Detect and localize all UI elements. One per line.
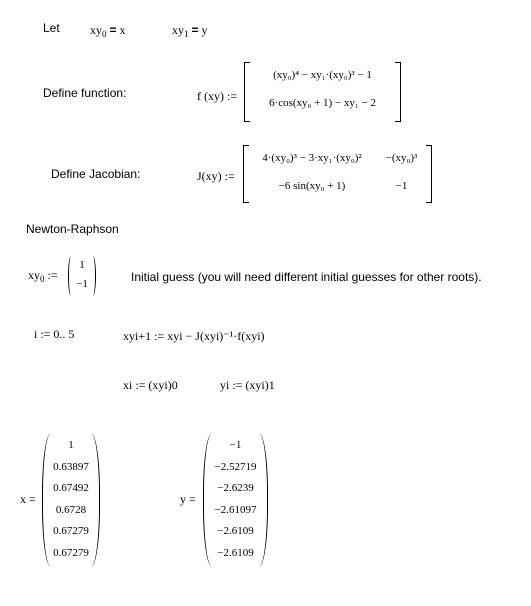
- xy0-value: x: [119, 23, 126, 37]
- equals-sign: =: [191, 23, 199, 37]
- iteration-formula: xyi+1 := xyi − J(xyi)⁻¹·f(xyi): [123, 329, 265, 343]
- jacobian-r1c1: 4·(xy₀)³ − 3·xy₁·(xy₀)²: [262, 152, 362, 164]
- y-result-value: −2.6109: [217, 546, 254, 559]
- x-result-value: 0.6728: [55, 503, 87, 516]
- x-result-value: 0.63897: [53, 460, 89, 473]
- jacobian-lhs: J(xy) :=: [197, 169, 235, 183]
- jacobian-r2c2: −1: [395, 180, 408, 192]
- y-result-value: −2.52719: [214, 460, 257, 473]
- let-label: Let: [43, 21, 60, 35]
- jacobian-matrix: [243, 145, 432, 203]
- xy0-definition: [90, 23, 126, 38]
- x-result-value: 1: [68, 439, 74, 451]
- newton-raphson-heading: Newton-Raphson: [26, 222, 119, 236]
- guess-lhs: [28, 268, 58, 283]
- y-result-label: y =: [180, 492, 196, 506]
- guess-value-1: −1: [76, 278, 88, 290]
- equals-sign: =: [109, 23, 117, 37]
- guess-name: xy: [28, 268, 40, 282]
- x-result-value: 0.67279: [53, 546, 89, 559]
- xy0-subscript: 0: [102, 29, 107, 39]
- y-result-vector: [203, 433, 268, 567]
- y-result-value: −1: [229, 439, 242, 451]
- define-jacobian-label: Define Jacobian:: [51, 167, 141, 181]
- function-row-1: (xy₀)⁴ − xy₁·(xy₀)³ − 1: [273, 69, 372, 81]
- y-result-value: −2.6239: [217, 482, 254, 494]
- jacobian-r2c1: −6 sin(xy₀ + 1): [278, 180, 346, 192]
- guess-subscript: 0: [40, 274, 45, 284]
- jacobian-r1c2: −(xy₀)³: [385, 152, 418, 164]
- xy1-subscript: 1: [184, 29, 189, 39]
- x-result-vector: [42, 433, 100, 567]
- y-result-value: −2.6109: [217, 525, 254, 537]
- function-lhs: f (xy) :=: [197, 89, 238, 103]
- xy0-name: xy: [90, 23, 102, 37]
- define-function-label: Define function:: [43, 86, 127, 100]
- guess-note: Initial guess (you will need different initial guesses for other roots).: [131, 270, 482, 284]
- function-row-2: 6·cos(xy₀ + 1) − xy₁ − 2: [269, 97, 376, 109]
- x-result-label: x =: [20, 492, 36, 506]
- x-result-value: 0.67279: [53, 525, 89, 537]
- xy1-definition: [172, 23, 208, 38]
- x-extraction: xi := (xyi)0: [123, 378, 178, 392]
- guess-assign: :=: [47, 268, 58, 282]
- y-extraction: yi := (xyi)1: [220, 378, 275, 392]
- y-result-value: −2.61097: [214, 503, 257, 516]
- xy1-value: y: [201, 23, 208, 37]
- function-matrix: [244, 62, 401, 122]
- guess-vector: [68, 256, 96, 296]
- guess-value-0: 1: [79, 259, 85, 271]
- range-definition: i := 0.. 5: [34, 327, 75, 341]
- xy1-name: xy: [172, 23, 184, 37]
- x-result-value: 0.67492: [53, 482, 89, 494]
